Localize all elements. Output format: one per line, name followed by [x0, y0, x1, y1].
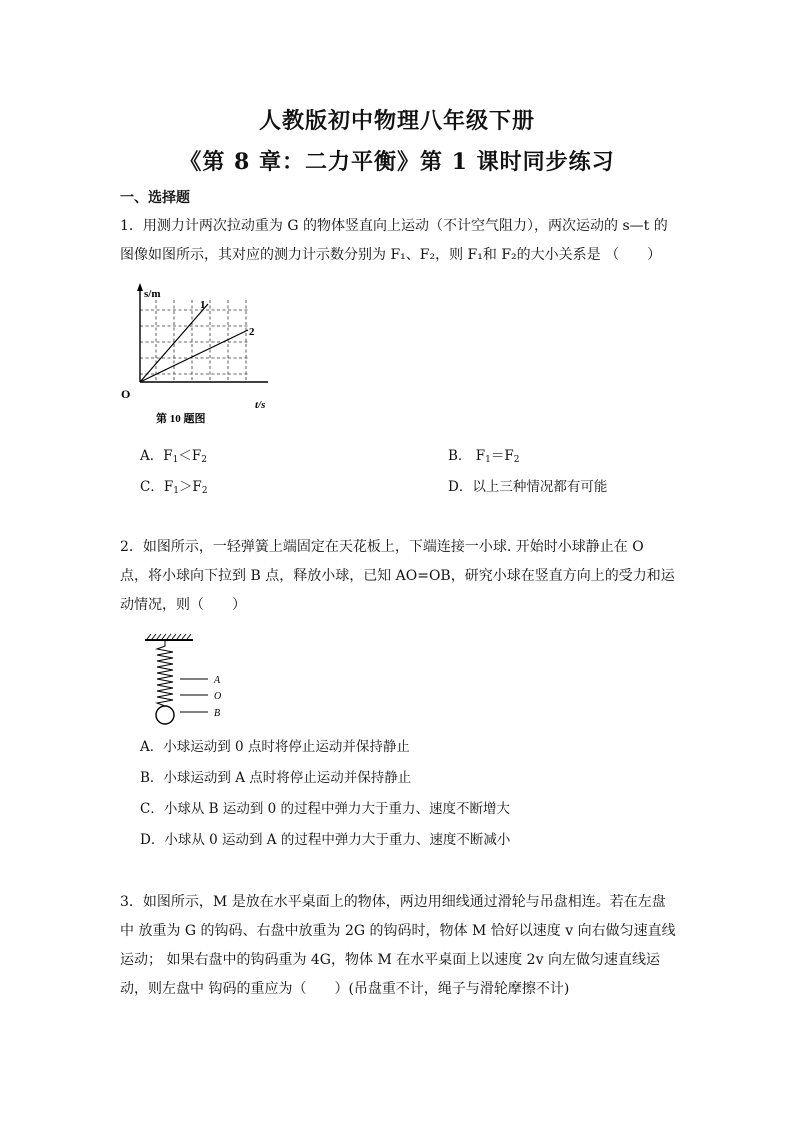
- ceiling-hatch: [147, 634, 191, 639]
- q2-option-b: B．小球运动到 A 点时将停止运动并保持静止: [140, 770, 412, 786]
- q1-option-d: D．以上三种情况都有可能: [448, 479, 608, 495]
- line-1-label: 1: [200, 299, 206, 311]
- origin-label: O: [121, 387, 131, 401]
- question-3-text: 3．如图所示，M 是放在水平桌面上的物体，两边用细线通过滑轮与吊盘相连。若在左盘中 放重为 G 的钩码、右盘中放重为 2G 的钩码时，物体 M 恰好以速度 v 向右做匀速直线运动； 如果右盘中的钩码重为 4G，物体 M 在水平桌面上以速度 2v 向左做匀速直线运动，则左盘中 钩码的重应为（ ）(吊盘重不计，绳子与滑轮摩擦不计): [120, 894, 676, 997]
- label-o: O: [214, 691, 222, 702]
- ball: [156, 706, 174, 724]
- x-axis-label: t/s: [255, 399, 266, 411]
- question-2-text: 2．如图所示，一轻弹簧上端固定在天花板上，下端连接一小球. 开始时小球静止在 O 点，将小球向下拉到 B 点，释放小球，已知 AO=OB，研究小球在竖直方向上的受力和运动情况，则（ ）: [120, 539, 675, 613]
- page-title-line2: 《第 8 章：二力平衡》第 1 课时同步练习: [179, 149, 615, 175]
- spring-figure: [140, 632, 240, 728]
- y-axis-label: s/m: [144, 288, 161, 300]
- st-graph-figure: [118, 280, 278, 430]
- q2-option-a: A．小球运动到 0 点时将停止运动并保持静止: [140, 739, 410, 755]
- q1-option-b: B． $F_1=F_2$: [448, 448, 520, 465]
- line-2-label: 2: [249, 326, 255, 338]
- label-a: A: [214, 675, 221, 686]
- q2-option-d: D．小球从 0 运动到 A 的过程中弹力大于重力、速度不断减小: [140, 832, 511, 848]
- question-1-text: 1．用测力计两次拉动重为 G 的物体竖直向上运动（不计空气阻力），两次运动的 s—t 的图像如图所示，其对应的测力计示数分别为 F₁、F₂，则 F₁和 F₂的大小关系是 （ ）: [120, 218, 668, 263]
- graph-line-1: [140, 304, 208, 382]
- label-b: B: [214, 708, 221, 719]
- section-heading: 一、选择题: [120, 190, 190, 206]
- q1-option-a: A．$F_1<F_2$: [140, 448, 207, 465]
- page-title-line1: 人教版初中物理八年级下册: [258, 108, 535, 134]
- q2-option-c: C．小球从 B 运动到 0 的过程中弹力大于重力、速度不断增大: [140, 801, 511, 817]
- graph-grid: [140, 300, 248, 382]
- q1-option-c: C．$F_1>F_2$: [140, 479, 208, 496]
- figure-caption: 第 10 题图: [156, 413, 206, 425]
- spring: [157, 640, 173, 708]
- y-axis-arrow: [137, 283, 143, 291]
